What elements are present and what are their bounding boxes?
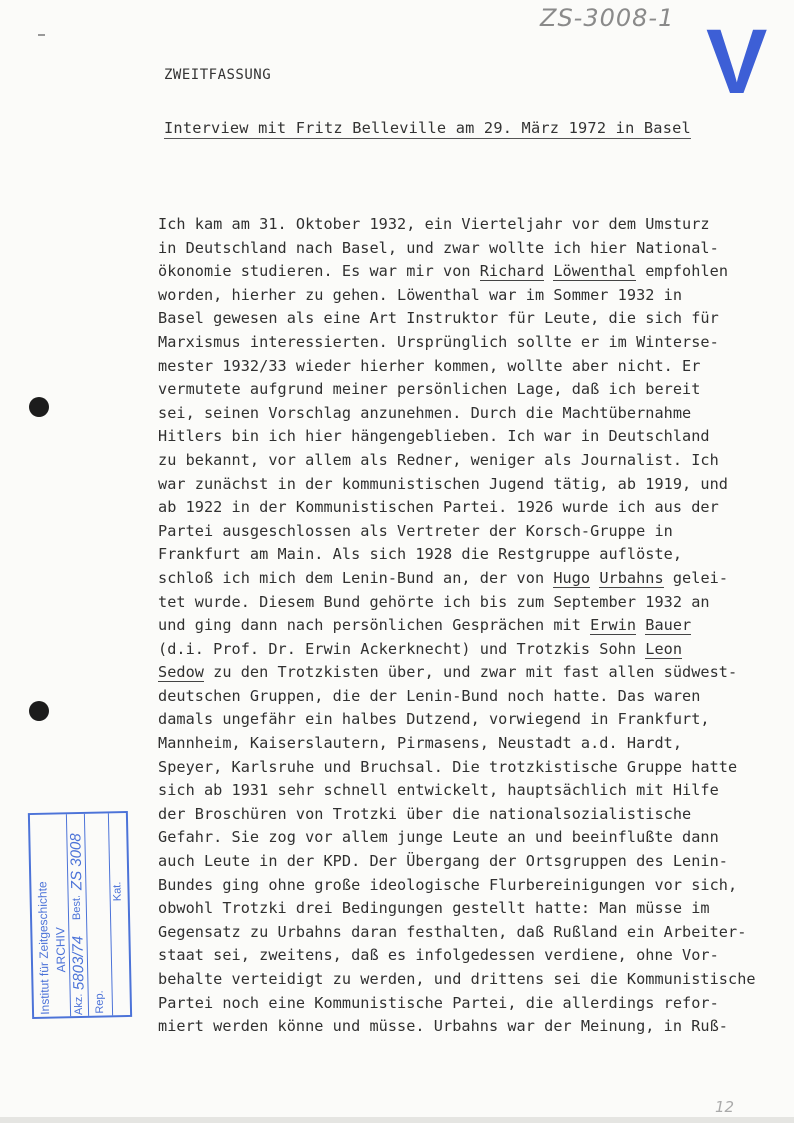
text-segment: tet wurde. Diesem Bund gehörte ich bis zum September 1932 an [158, 592, 710, 611]
text-segment: sich ab 1931 sehr schnell entwickelt, hauptsächlich mit Hilfe [158, 781, 719, 800]
text-segment: zu den Trotzkisten über, und zwar mit fast allen südwest- [203, 663, 738, 682]
text-line [158, 614, 773, 638]
punch-hole-bottom [29, 701, 49, 721]
underlined-name: Sedow [158, 663, 204, 682]
text-segment: Bundes ging ohne große ideologische Flurbereinigungen vor sich, [158, 875, 738, 894]
text-line [158, 850, 773, 874]
text-segment: Gegensatz zu Urbahns daran festhalten, daß Rußland ein Arbeiter- [158, 922, 747, 941]
text-segment: empfohlen [636, 262, 729, 281]
text-segment: sei, seinen Vorschlag anzunehmen. Durch die Machtübernahme [158, 403, 692, 422]
v-mark: V [706, 11, 768, 113]
text-segment [636, 616, 645, 634]
archive-stamp [28, 811, 132, 1019]
text-segment: ab 1922 in der Kommunistischen Partei. 1926 wurde ich aus der [158, 498, 719, 517]
text-line [158, 237, 773, 261]
text-line [158, 496, 773, 520]
text-line [158, 968, 773, 992]
text-line [158, 284, 773, 308]
text-line [158, 897, 773, 921]
text-segment: Speyer, Karlsruhe und Bruchsal. Die trotzkistische Gruppe hatte [158, 757, 738, 776]
body-text [158, 213, 773, 1039]
text-segment: Partei noch eine Kommunistische Partei, die allerdings refor- [158, 993, 719, 1012]
version-label: ZWEITFASSUNG [164, 67, 272, 83]
text-line [158, 756, 773, 780]
text-line [158, 473, 773, 497]
text-segment: obwohl Trotzki drei Bedingungen gestellt hatte: Man müsse im [158, 899, 710, 918]
text-segment: schloß ich mich dem Lenin-Bund an, der von [158, 568, 554, 587]
underlined-name: Löwenthal [553, 262, 637, 281]
text-line [158, 307, 773, 331]
text-line [158, 992, 773, 1016]
text-line [158, 425, 773, 449]
text-segment: Frankfurt am Main. Als sich 1928 die Restgruppe auflöste, [158, 545, 683, 564]
text-segment: war zunächst in der kommunistischen Jugend tätig, ab 1919, und [158, 474, 729, 493]
text-segment: zu bekannt, vor allem als Redner, weniger als Journalist. Ich [158, 450, 719, 469]
text-segment: mester 1932/33 wieder hierher kommen, wollte aber nicht. Er [158, 356, 701, 375]
stamp-best-value: ZS 3008 [67, 833, 86, 891]
text-line [158, 874, 773, 898]
text-line [158, 921, 773, 945]
underlined-name: Erwin [590, 616, 637, 635]
text-line [158, 402, 773, 426]
text-line [158, 826, 773, 850]
text-segment: staat sei, zweitens, daß es infolgedessen verdiene, ohne Vor- [158, 946, 719, 965]
text-segment: (d.i. Prof. Dr. Erwin Ackerknecht) und Trotzkis Sohn [158, 639, 646, 658]
document-title: Interview mit Fritz Belleville am 29. März 1972 in Basel [164, 119, 691, 137]
archive-number: ZS-3008-1 [540, 4, 675, 32]
text-segment: Hitlers bin ich hier hängengeblieben. Ich war in Deutschland [158, 427, 710, 446]
text-line [158, 803, 773, 827]
text-line [158, 331, 773, 355]
text-line [158, 685, 773, 709]
text-line [158, 260, 773, 284]
text-segment: vermutete aufgrund meiner persönlichen Lage, daß ich bereit [158, 380, 701, 399]
stamp-akz-label: Akz. [72, 993, 86, 1016]
corner-tick-mark [38, 34, 45, 36]
text-segment: behalte verteidigt zu werden, und drittens sei die Kommunistische [158, 970, 756, 988]
text-line [158, 213, 773, 237]
text-segment: damals ungefähr ein halbes Dutzend, vorwiegend in Frankfurt, [158, 710, 710, 729]
text-segment: deutschen Gruppen, die der Lenin-Bund noch hatte. Das waren [158, 686, 701, 705]
underlined-name: Hugo [553, 568, 591, 587]
stamp-rep-label: Rep. [93, 990, 107, 1014]
underlined-name: Leon [645, 639, 683, 658]
text-line [158, 661, 773, 685]
text-segment: ökonomie studieren. Es war mir von [158, 262, 480, 281]
text-line [158, 449, 773, 473]
text-segment: Gefahr. Sie zog vor allem junge Leute an und beeinflußte dann [158, 828, 719, 847]
text-line [158, 378, 773, 402]
text-line [158, 567, 773, 591]
text-segment: Mannheim, Kaiserslautern, Pirmasens, Neustadt a.d. Hardt, [158, 734, 683, 753]
text-line [158, 638, 773, 662]
text-line [158, 591, 773, 615]
text-segment: miert werden könne und müsse. Urbahns war der Meinung, in Ruß- [158, 1017, 729, 1036]
text-line [158, 1015, 773, 1039]
text-segment: auch Leute in der KPD. Der Übergang der Ortsgruppen des Lenin- [158, 852, 729, 871]
text-line [158, 779, 773, 803]
text-segment: der Broschüren von Trotzki über die nationalsozialistische [158, 804, 692, 823]
text-line [158, 944, 773, 968]
text-line [158, 355, 773, 379]
punch-hole-top [29, 397, 49, 417]
underlined-name: Richard [479, 262, 545, 281]
text-line [158, 543, 773, 567]
stamp-best-label: Best. [70, 894, 84, 921]
text-segment: Ich kam am 31. Oktober 1932, ein Vierteljahr vor dem Umsturz [158, 215, 710, 233]
stamp-archive: ARCHIV [53, 926, 69, 973]
text-segment [590, 569, 599, 587]
text-segment: worden, hierher zu gehen. Löwenthal war im Sommer 1932 in [158, 285, 683, 304]
text-segment: Marxismus interessierten. Ursprünglich sollte er im Winterse- [158, 332, 719, 351]
text-line [158, 520, 773, 544]
stamp-akz-value: 5803/74 [69, 935, 88, 991]
text-segment: gelei- [663, 568, 729, 587]
scan-edge [0, 1117, 794, 1123]
text-segment: Partei ausgeschlossen als Vertreter der Korsch-Gruppe in [158, 521, 673, 540]
underlined-name: Urbahns [599, 568, 664, 587]
text-segment: Basel gewesen als eine Art Instruktor für Leute, die sich für [158, 309, 719, 328]
text-segment: und ging dann nach persönlichen Gesprächen mit [158, 616, 591, 635]
page-number: 12 [715, 1098, 735, 1116]
underlined-name: Bauer [645, 616, 692, 635]
stamp-institute: Institut für Zeitgeschichte [35, 881, 53, 1015]
text-line [158, 708, 773, 732]
stamp-kat-label: Kat. [111, 881, 124, 902]
text-line [158, 732, 773, 756]
text-segment [544, 262, 553, 280]
text-segment: in Deutschland nach Basel, und zwar wollte ich hier National- [158, 238, 719, 257]
